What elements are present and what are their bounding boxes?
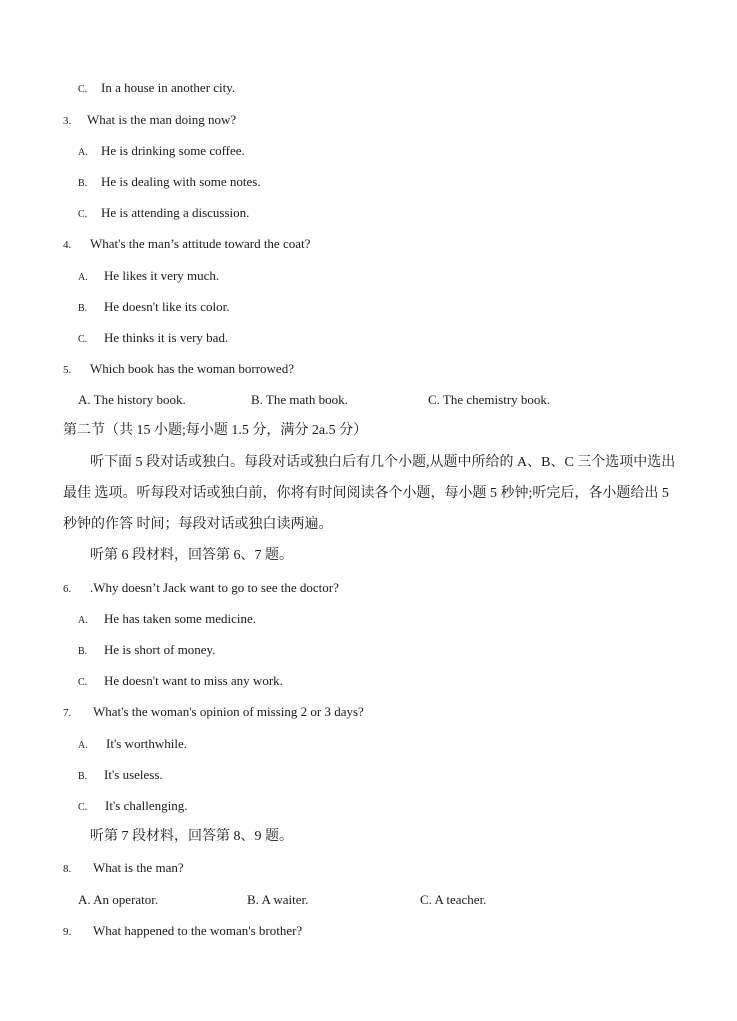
- question-3: [63, 112, 236, 129]
- question-text: .Why doesn’t Jack want to go to see the doctor?: [90, 580, 339, 595]
- question-number: 3.: [63, 115, 72, 127]
- question-text: Which book has the woman borrowed?: [90, 361, 294, 376]
- question-6: [63, 580, 339, 597]
- option-marker: A.: [78, 272, 88, 283]
- question-7: [63, 704, 364, 721]
- option-text: It's challenging.: [105, 798, 188, 813]
- option-marker: C.: [78, 84, 88, 95]
- q4-option-a: [78, 268, 219, 286]
- option-text: In a house in another city.: [101, 80, 236, 95]
- option-marker: A.: [78, 147, 88, 158]
- question-number: 6.: [63, 583, 72, 595]
- q5-option-a: A. The history book.: [78, 392, 186, 407]
- q7-option-c: [78, 798, 188, 816]
- q8-option-c: C. A teacher.: [420, 892, 487, 907]
- q3-option-a: [78, 143, 245, 161]
- question-number: 9.: [63, 926, 72, 938]
- option-text: He is dealing with some notes.: [101, 174, 261, 189]
- q5-option-c: C. The chemistry book.: [428, 392, 551, 407]
- option-marker: B.: [78, 646, 88, 657]
- option-marker: B.: [78, 303, 88, 314]
- option-text: He is attending a discussion.: [101, 205, 250, 220]
- section-2-heading: 第二节（共 15 小题;每小题 1.5 分，满分 2a.5 分）: [63, 423, 368, 438]
- instructions-line-2: 最佳 选项。听每段对话或独白前，你将有时间阅读各个小题，每小题 5 秒钟;听完后，各小题给出 5: [63, 486, 669, 501]
- option-marker: C.: [78, 677, 88, 688]
- question-number: 5.: [63, 364, 72, 376]
- question-9: [63, 923, 302, 940]
- option-marker: A.: [78, 615, 88, 626]
- question-number: 8.: [63, 863, 72, 875]
- option-text: He doesn't like its color.: [104, 299, 230, 314]
- option-text: He thinks it is very bad.: [104, 330, 229, 345]
- q4-option-c: [78, 330, 228, 348]
- question-8: [63, 860, 184, 877]
- question-text: What's the woman's opinion of missing 2 or 3 days?: [93, 704, 364, 719]
- question-number: 7.: [63, 707, 72, 719]
- q2-option-c: [78, 80, 235, 98]
- q4-option-b: [78, 299, 229, 317]
- question-text: What is the man doing now?: [87, 112, 237, 127]
- option-text: He is short of money.: [104, 642, 216, 657]
- instructions-line-1: 听下面 5 段对话或独白。每段对话或独白后有几个小题,从题中所给的 A、B、C 三个选项中选出: [90, 455, 676, 470]
- question-text: What is the man?: [93, 860, 184, 875]
- option-text: It's worthwhile.: [106, 736, 188, 751]
- instructions-line-3: 秒钟的作答 时间；每段对话或独白读两遍。: [63, 517, 333, 532]
- option-marker: A.: [78, 740, 88, 751]
- q6-option-a: [78, 611, 256, 629]
- listen-material-7: 听第 7 段材料，回答第 8、9 题。: [90, 829, 293, 844]
- question-text: What happened to the woman's brother?: [93, 923, 303, 938]
- option-text: He is drinking some coffee.: [101, 143, 245, 158]
- option-marker: C.: [78, 802, 88, 813]
- q7-option-b: [78, 767, 163, 785]
- q5-option-b: B. The math book.: [251, 392, 348, 407]
- listen-material-6: 听第 6 段材料，回答第 6、7 题。: [90, 548, 293, 563]
- question-number: 4.: [63, 239, 72, 251]
- q3-option-b: [78, 174, 261, 192]
- q8-option-b: B. A waiter.: [247, 892, 309, 907]
- question-4: [63, 236, 310, 253]
- q8-option-a: A. An operator.: [78, 892, 159, 907]
- question-5: [63, 361, 294, 378]
- option-marker: B.: [78, 178, 88, 189]
- option-text: He doesn't want to miss any work.: [104, 673, 283, 688]
- question-text: What's the man’s attitude toward the coat?: [90, 236, 311, 251]
- q7-option-a: [78, 736, 187, 754]
- option-text: He has taken some medicine.: [104, 611, 256, 626]
- q6-option-c: [78, 673, 283, 691]
- q6-option-b: [78, 642, 215, 660]
- option-marker: B.: [78, 771, 88, 782]
- option-marker: C.: [78, 334, 88, 345]
- option-text: It's useless.: [104, 767, 163, 782]
- q3-option-c: [78, 205, 249, 223]
- option-text: He likes it very much.: [104, 268, 220, 283]
- option-marker: C.: [78, 209, 88, 220]
